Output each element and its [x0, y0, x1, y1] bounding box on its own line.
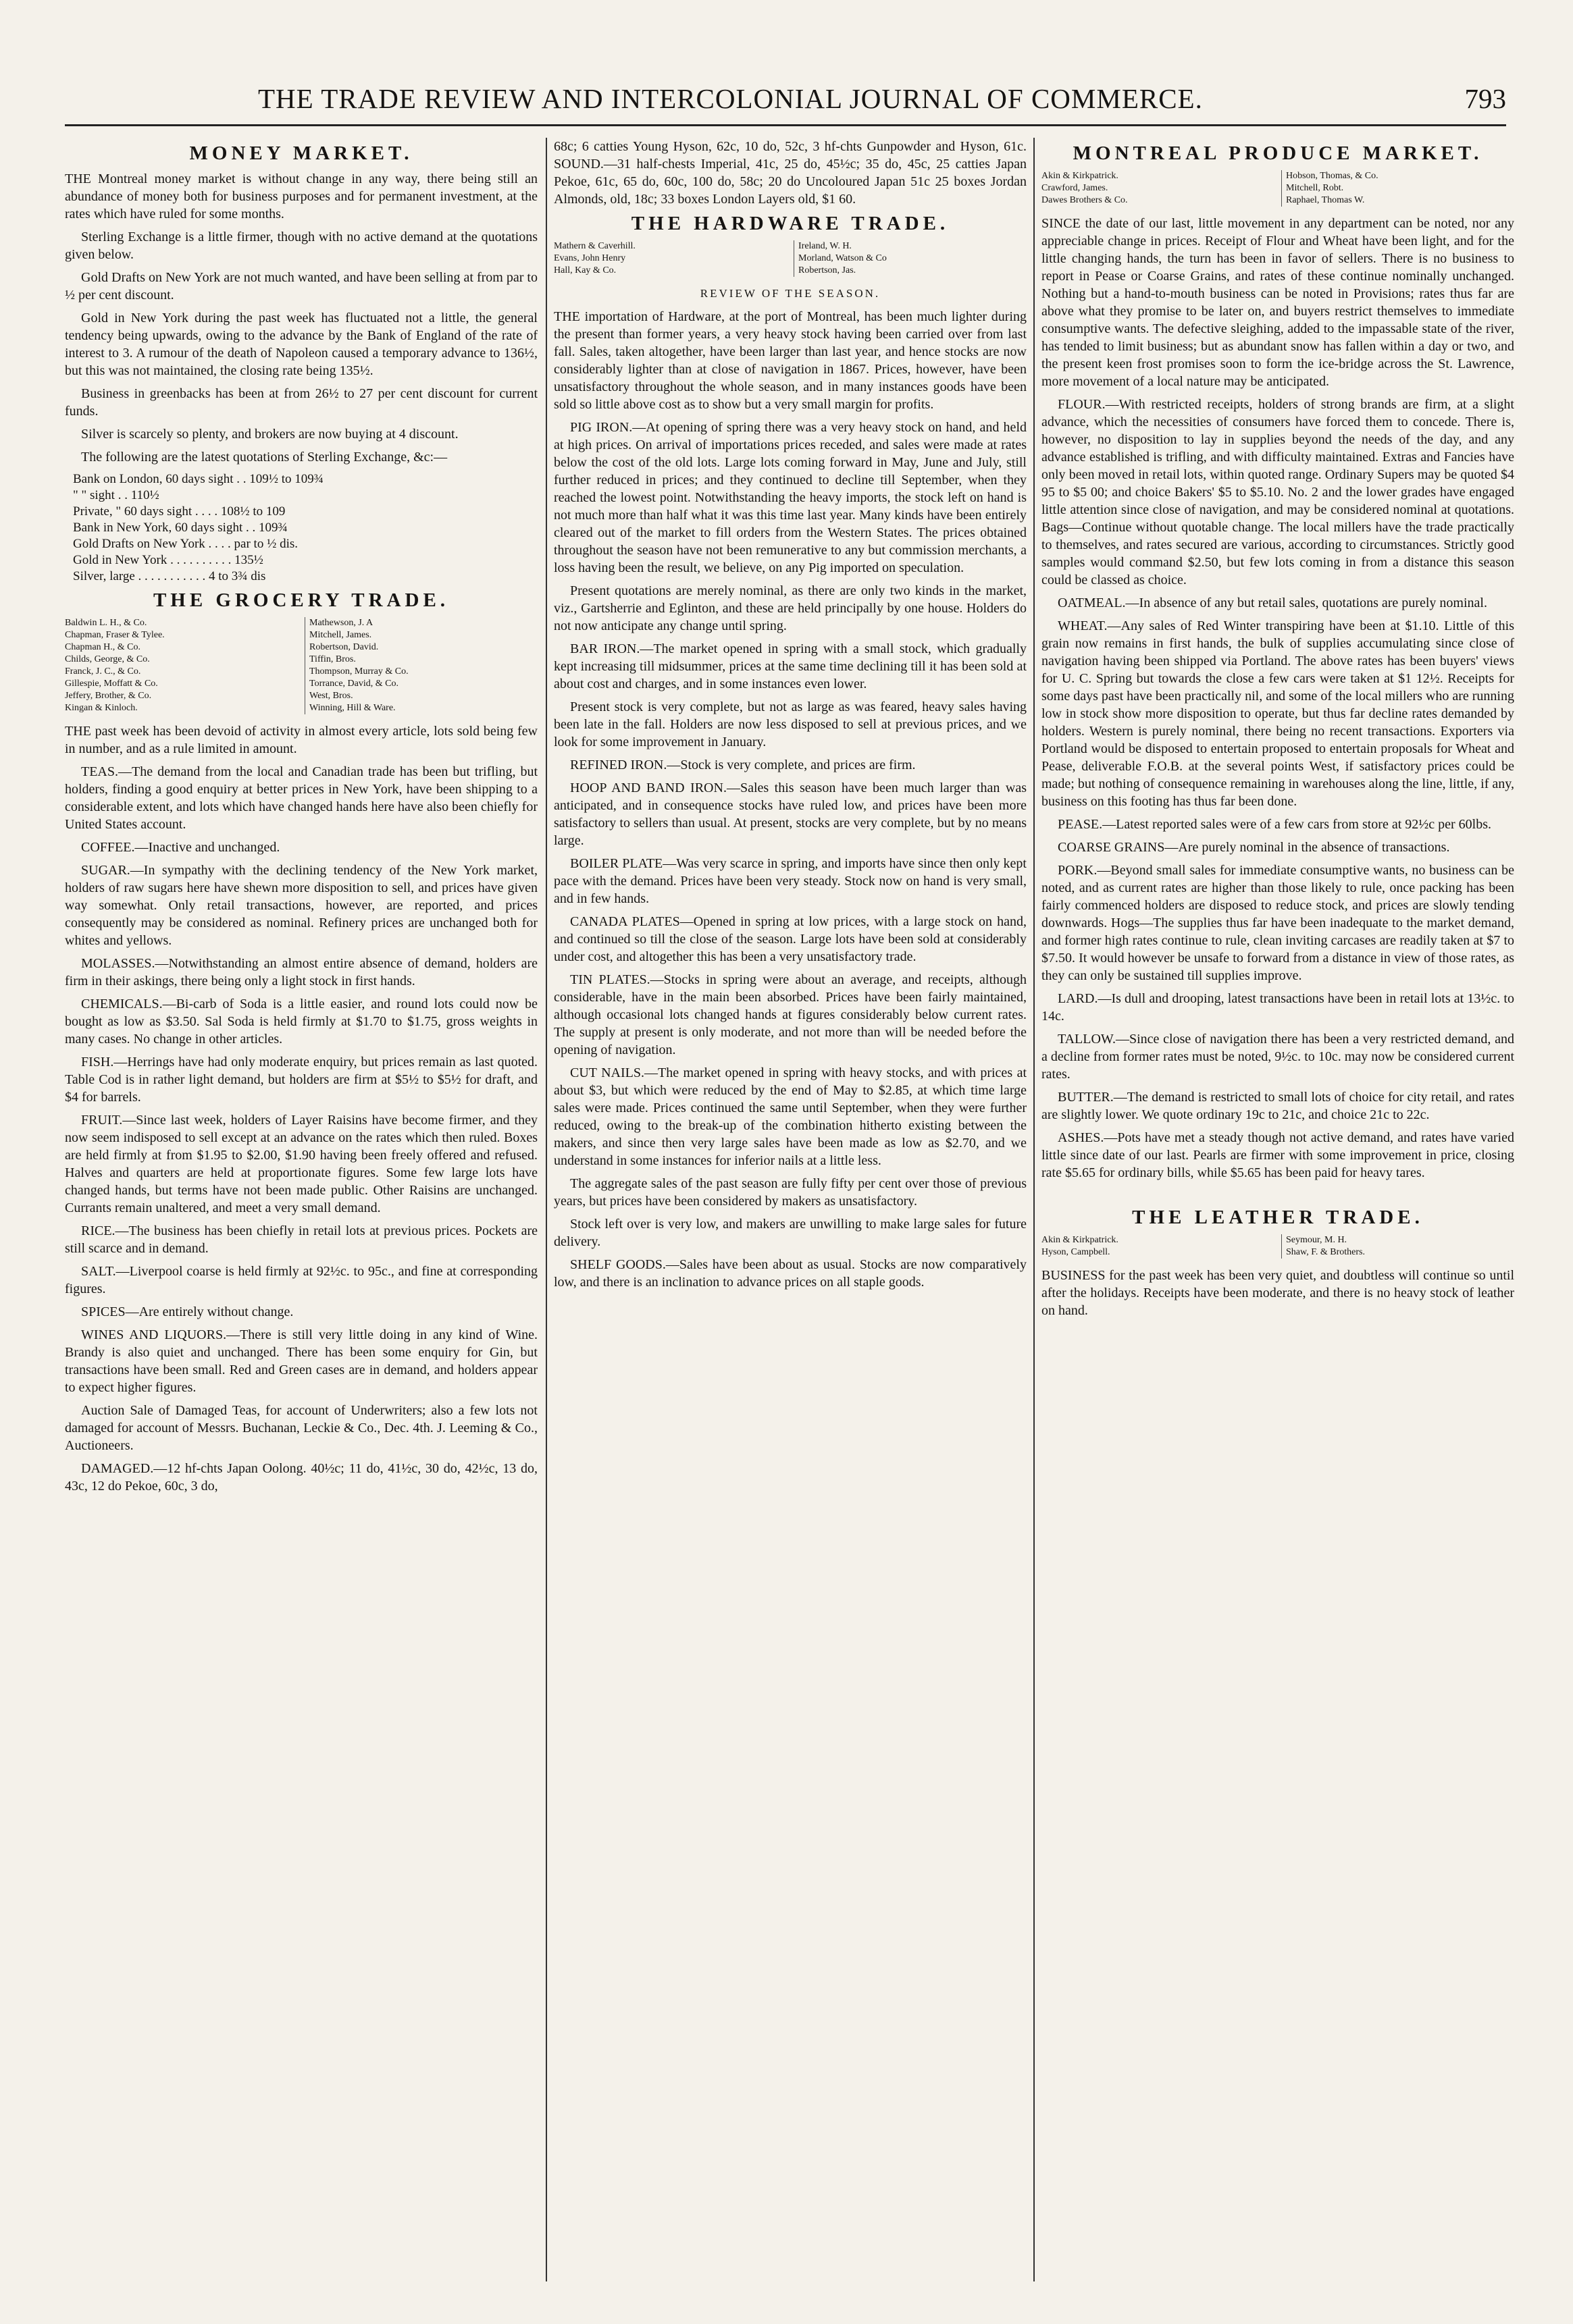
hardware-paragraph: Present quotations are merely nominal, as there are only two kinds in the market, viz., Gartsherrie and Eglinton, and these are held principally by one house. Holders do not now anticipate any change until spring. — [554, 583, 1027, 633]
grocery-paragraph: DAMAGED.—12 hf-chts Japan Oolong. 40½c; 11 do, 41½c, 30 do, 42½c, 13 do, 43c, 12 do Pekoe, 60c, 3 do, — [65, 1461, 538, 1494]
running-head — [65, 82, 1506, 126]
produce-paragraph: PORK.—Beyond small sales for immediate consumptive wants, no business can be noted, and as current rates are higher than those likely to rule, once packing has been fairly commenced holders are disposed to reduce stock, and prices are slowly tending downwards. Hogs—The supplies thus far have been inadequate to the market demand, and former high rates continue to rule, clean inviting carcases are readily taken at $7 to $7.50. It would however be unsafe to forward from a distance in view of those rates, as they can only be sustained till supplies improve. — [1041, 863, 1514, 983]
directory-entry: Hyson, Campbell. — [1041, 1247, 1110, 1257]
directory-entry: Hobson, Thomas, & Co. — [1281, 170, 1514, 182]
directory-entry: Chapman, Fraser & Tylee. — [65, 630, 165, 640]
column-middle — [554, 138, 1027, 2281]
produce-paragraph: BUTTER.—The demand is restricted to small lots of choice for city retail, and rates are slightly lower. We quote ordinary 19c to 21c, and choice 21c to 22c. — [1041, 1090, 1514, 1122]
directory-entry: Mathern & Caverhill. — [554, 241, 636, 251]
quotation-line: Silver, large . . . . . . . . . . . 4 to 3¾ dis — [73, 569, 266, 583]
grocery-heading: THE GROCERY TRADE. — [153, 589, 450, 611]
grocery-directory — [65, 617, 538, 714]
hardware-directory — [554, 240, 1027, 277]
hardware-paragraph: REFINED IRON.—Stock is very complete, and prices are firm. — [570, 758, 916, 772]
directory-entry: Mitchell, Robt. — [1281, 182, 1514, 194]
column-rule — [546, 138, 547, 2281]
hardware-paragraph: CANADA PLATES—Opened in spring at low prices, with a large stock on hand, and continued so till the close of the season. Large lots have been sold at considerably under cost, and altogether this has been a very unsatisfactory trade. — [554, 914, 1027, 964]
directory-entry: Gillespie, Moffatt & Co. — [65, 679, 158, 689]
directory-entry: Chapman H., & Co. — [65, 642, 140, 652]
quotation-line: Bank on London, 60 days sight . . 109½ to 109¾ — [73, 472, 324, 486]
directory-entry: Shaw, F. & Brothers. — [1281, 1246, 1514, 1259]
hardware-paragraph: HOOP AND BAND IRON.—Sales this season have been much larger than was anticipated, and in consequence stocks have ruled low, and prices have been more satisfactory to sellers than usual. At present, stocks are very complete, but by no means large. — [554, 781, 1027, 848]
directory-entry: Torrance, David, & Co. — [305, 678, 538, 690]
directory-entry: Akin & Kirkpatrick. — [1041, 171, 1118, 181]
grocery-paragraph: THE past week has been devoid of activity in almost every article, lots sold being few in number, and as a rule limited in amount. — [65, 724, 538, 756]
produce-directory — [1041, 170, 1514, 207]
hardware-paragraph: TIN PLATES.—Stocks in spring were about an average, and receipts, although considerable, have in the main been absorbed. Prices have been fairly maintained, although occasional lots changed hands at figures considerably below current rates. The supply at present is only moderate, and not more than will be needed before the opening of navigation. — [554, 972, 1027, 1057]
directory-entry: Mitchell, James. — [305, 629, 538, 641]
directory-entry: Raphael, Thomas W. — [1281, 194, 1514, 207]
quotation-line: Bank in New York, 60 days sight . . 109¾ — [73, 521, 288, 535]
directory-entry: West, Bros. — [305, 690, 538, 702]
produce-paragraph: PEASE.—Latest reported sales were of a few cars from store at 92½c per 60lbs. — [1058, 817, 1492, 832]
grocery-paragraph: SPICES—Are entirely without change. — [81, 1304, 294, 1319]
grocery-paragraph: FRUIT.—Since last week, holders of Layer Raisins have become firmer, and they now seem indisposed to sell except at an advance on the rates which then ruled. Boxes are held firmly at from $1.95 to $2.00, $1.90 having been freely offered and refused. Halves and quarters are held at proportionate figures. Some few large lots have changed hands, but terms have not been made public. Other Raisins are unchanged. Currants remain unaltered, and meet a very small demand. — [65, 1113, 538, 1215]
leather-paragraph: BUSINESS for the past week has been very quiet, and doubtless will continue so until after the holidays. Receipts have been moderate, and there is no heavy stock of leather on hand. — [1041, 1268, 1514, 1318]
grocery-paragraph: SALT.—Liverpool coarse is held firmly at 92½c. to 95c., and fine at corresponding figures. — [65, 1264, 538, 1296]
directory-entry: Robertson, Jas. — [794, 265, 1027, 277]
quotation-line: " " sight . . 110½ — [73, 488, 159, 502]
hardware-paragraph: CUT NAILS.—The market opened in spring with heavy stocks, and with prices at about $3, but which were reduced by the end of May to $2.85, at which time large sales were made. Prices continued the same until September, when they were further reduced, owing to the break-up of the combination hitherto existing between the makers, and since then very large sales have been made as low as $2.70, and we understand in some instances for inferior nails at a little less. — [554, 1065, 1027, 1168]
produce-paragraph: LARD.—Is dull and drooping, latest transactions have been in retail lots at 13½c. to 14c. — [1041, 991, 1514, 1024]
hardware-paragraph: Stock left over is very low, and makers are unwilling to make large sales for future delivery. — [554, 1217, 1027, 1249]
quotation-line: Gold in New York . . . . . . . . . . 135½ — [73, 553, 263, 567]
journal-title: THE TRADE REVIEW AND INTERCOLONIAL JOURNAL OF COMMERCE. — [258, 83, 1203, 114]
directory-entry: Akin & Kirkpatrick. — [1041, 1235, 1118, 1245]
produce-paragraph: TALLOW.—Since close of navigation there has been a very restricted demand, and a decline from former rates must be noted, 9½c. to 10c. may now be considered current rates. — [1041, 1032, 1514, 1082]
money-paragraph: Silver is scarcely so plenty, and brokers are now buying at 4 discount. — [81, 427, 459, 442]
directory-entry: Robertson, David. — [305, 641, 538, 654]
directory-entry: Dawes Brothers & Co. — [1041, 195, 1128, 205]
money-paragraph: Gold in New York during the past week has fluctuated not a little, the general tendency being upwards, owing to the advance by the Bank of England of the rate of interest to 3. A rumour of the death of Napoleon caused a temporary advance to 136½, but this was not maintained, the closing rate being 135½. — [65, 311, 538, 378]
hardware-paragraph: BOILER PLATE—Was very scarce in spring, and imports have since then only kept pace with the demand. Prices have been very steady. Stock now on hand is very small, and in few hands. — [554, 856, 1027, 906]
directory-entry: Ireland, W. H. — [794, 240, 1027, 253]
produce-paragraph: COARSE GRAINS—Are purely nominal in the absence of transactions. — [1058, 840, 1450, 855]
money-paragraph: Sterling Exchange is a little firmer, though with no active demand at the quotations given below. — [65, 230, 538, 262]
produce-paragraph: FLOUR.—With restricted receipts, holders of strong brands are firm, at a slight advance, which the necessities of consumers have forced them to concede. There is, however, no disposition to lay in supplies beyond the needs of the day, and any advance established is trifling, and with difficulty maintained. Extras and Fancies have only been moved in retail lots, within quoted range. Ordinary Supers may be quoted $4 95 to $5 00; and choice Bakers' $5 to $5.10. No. 2 and the lower grades have engaged little attention since close of navigation, and may be considered nominal at quotations. Bags—Continue without quotable change. The local millers have the trade practically to themselves, and rates secured are various, according to circumstances. Strictly good samples would command $2.50, but few lots coming in from a distance this season could be classed as choice. — [1041, 397, 1514, 587]
grocery-paragraph: TEAS.—The demand from the local and Canadian trade has been but trifling, but holders, finding a good enquiry at better prices in New York, have been shipping to a considerable extent, and lots which have changed hands here have also been chiefly for United States account. — [65, 764, 538, 832]
directory-entry: Franck, J. C., & Co. — [65, 666, 141, 677]
money-paragraph: Business in greenbacks has been at from 26½ to 27 per cent discount for current funds. — [65, 386, 538, 419]
produce-paragraph: ASHES.—Pots have met a steady though not active demand, and rates have varied little since date of our last. Pearls are firmer with some improvement in price, closing rate $5.65 for ordinary bills, while $5.65 has been paid for heavy tares. — [1041, 1130, 1514, 1180]
produce-heading: MONTREAL PRODUCE MARKET. — [1073, 142, 1483, 164]
hardware-paragraph: The aggregate sales of the past season are fully fifty per cent over those of previous years, but prices have been considered by makers as unsatisfactory. — [554, 1176, 1027, 1209]
directory-entry: Kingan & Kinloch. — [65, 703, 138, 713]
directory-entry: Thompson, Murray & Co. — [305, 666, 538, 678]
quotation-line: Private, " 60 days sight . . . . 108½ to 109 — [73, 504, 286, 519]
grocery-paragraph: CHEMICALS.—Bi-carb of Soda is a little easier, and round lots could now be bought as low as $3.50. Sal Soda is held firmly at $1.70 to $1.75, gross weights in many cases. No change in other articles. — [65, 997, 538, 1047]
hardware-paragraph: BAR IRON.—The market opened in spring with a small stock, which gradually kept increasing till midsummer, prices at the same time declining till it has been sold at about cost and charges, and in some instances even lower. — [554, 641, 1027, 691]
grocery-paragraph: MOLASSES.—Notwithstanding an almost entire absence of demand, holders are firm in their askings, there being only a light stock in first hands. — [65, 956, 538, 988]
produce-paragraph: OATMEAL.—In absence of any but retail sales, quotations are purely nominal. — [1058, 596, 1487, 610]
money-paragraph: Gold Drafts on New York are not much wanted, and have been selling at from par to ½ per cent discount. — [65, 270, 538, 302]
directory-entry: Winning, Hill & Ware. — [305, 702, 538, 714]
grocery-paragraph: FISH.—Herrings have had only moderate enquiry, but prices remain as last quoted. Table Cod is in rather light demand, but holders are firm at $5½ to $5½ for draft, and $4 for barrels. — [65, 1055, 538, 1105]
page-number: 793 — [1464, 83, 1506, 114]
hardware-paragraph: THE importation of Hardware, at the port of Montreal, has been much lighter during the present than former years, a very heavy stock having been carried over from last fall. Sales, taken altogether, have been larger than last year, and hence stocks are now considerably lighter than at close of navigation in 1867. Prices, however, have been unsatisfactory throughout the whole season, and in many instances goods have been sold so little above cost as to show but a very small margin for profits. — [554, 309, 1027, 412]
column-left — [65, 138, 538, 2281]
column-rule — [1033, 138, 1035, 2281]
money-paragraph: THE Montreal money market is without change in any way, there being still an abundance of money both for business purposes and for permanent investment, at the rates which have ruled for some months. — [65, 171, 538, 221]
money-paragraph: The following are the latest quotations of Sterling Exchange, &c:— — [81, 450, 448, 465]
hardware-heading: THE HARDWARE TRADE. — [631, 213, 950, 234]
hardware-paragraph: SHELF GOODS.—Sales have been about as usual. Stocks are now comparatively low, and there is an inclination to advance prices on all staple goods. — [554, 1257, 1027, 1290]
leather-heading: THE LEATHER TRADE. — [1132, 1207, 1424, 1228]
grocery-paragraph: SUGAR.—In sympathy with the declining tendency of the New York market, holders of raw sugars here have shewn more disposition to sell, and prices have given way somewhat. Only retail transactions, however, are reported, and prices consequently may be considered as nominal. Refinery prices are unchanged both for whites and yellows. — [65, 863, 538, 948]
directory-entry: Morland, Watson & Co — [794, 253, 1027, 265]
directory-entry: Childs, George, & Co. — [65, 654, 150, 664]
grocery-paragraph: COFFEE.—Inactive and unchanged. — [81, 840, 280, 855]
directory-entry: Baldwin L. H., & Co. — [65, 618, 147, 628]
leather-directory — [1041, 1234, 1514, 1259]
directory-entry: Hall, Kay & Co. — [554, 265, 617, 275]
directory-entry: Seymour, M. H. — [1281, 1234, 1514, 1246]
hardware-paragraph: PIG IRON.—At opening of spring there was a very heavy stock on hand, and held at high prices. On arrival of importations prices receded, and sales were made at rates below the cost of the old lots. Large lots coming forward in May, June and July, still further reduced in prices; and they continued to decline till September, when they reached the lowest point. Notwithstanding the heavy imports, the stock left on hand is not much more than half what it was this time last year. Many kinds have been entirely cleared out of the market to fill orders from the Western States. The prices obtained throughout the season have not been remunerative to any but commission merchants, a loss having been the result, we believe, on any Pig imported on speculation. — [554, 420, 1027, 575]
review-subheading: REVIEW OF THE SEASON. — [700, 287, 881, 300]
produce-paragraph: SINCE the date of our last, little movement in any department can be noted, nor any appreciable change in prices. Receipt of Flour and Wheat have been light, and for the little changing hands, the turn has been in favor of sellers. There is no business to report in Pease or Coarse Grains, and rates of these continue nominally unchanged. Nothing but a hand-to-mouth business can be noted in Provisions; rates thus far are above what they promise to be later on, and buyers restrict themselves to immediate consumptive wants. The defective sleighing, added to the impassable state of the river, has tended to limit business; but as abundant snow has fallen within a day or two, and the present keen frost promises soon to form the ice-bridge across the St. Lawrence, more movement of a local nature may be anticipated. — [1041, 216, 1514, 389]
column-right — [1041, 138, 1514, 2281]
grocery-paragraph: WINES AND LIQUORS.—There is still very little doing in any kind of Wine. Brandy is also quiet and unchanged. There has been some enquiry for Gin, but transactions have been small. Red and Green cases are in demand, and holders appear to expect higher figures. — [65, 1327, 538, 1395]
directory-entry: Evans, John Henry — [554, 253, 626, 263]
directory-entry: Jeffery, Brother, & Co. — [65, 691, 152, 701]
grocery-paragraph: Auction Sale of Damaged Teas, for account of Underwriters; also a few lots not damaged for account of Messrs. Buchanan, Leckie & Co., Dec. 4th. J. Leeming & Co., Auctioneers. — [65, 1403, 538, 1453]
money-market-heading: MONEY MARKET. — [189, 142, 413, 164]
hardware-paragraph: Present stock is very complete, but not as large as was feared, heavy sales having been late in the fall. Holders are now less disposed to sell at previous prices, and we look for some improvement in January. — [554, 699, 1027, 749]
produce-paragraph: WHEAT.—Any sales of Red Winter transpiring have been at $1.10. Little of this grain now remains in first hands, the bulk of supplies accumulating since close of navigation having been shipped via Portland. The above rates has been buyers' views for U. C. Spring but towards the close a few cars were taken at $1 12½. Receipts for some days past have been practically nil, and some of the local millers who are running low in stock show more disposition to operate, but thus far decline rates demanded by holders. Western is purely nominal, there being no recent transactions. Exporters via Portland would be disposed to entertain proposed to entertain proposals for Wheat and Pease, deliverable F.O.B. at the several points West, if satisfactory prices could be made; but nothing of consequence remaining in warehouses along the line, little, if any, business on this footing has thus far been done. — [1041, 618, 1514, 809]
exchange-quotations — [73, 471, 538, 585]
directory-entry: Crawford, James. — [1041, 183, 1108, 193]
grocery-continuation: 68c; 6 catties Young Hyson, 62c, 10 do, 52c, 3 hf-chts Gunpowder and Hyson, 61c. SOUND.—31 half-chests Imperial, 41c, 25 do, 45½c; 35 do, 45c, 25 catties Japan Pekoe, 61c, 65 do, 60c, 100 do, 58c; 20 do Uncoloured Japan 51c 25 boxes Jordan Almonds, old, 18c; 33 boxes London Layers old, $1 60. — [554, 139, 1027, 207]
directory-entry: Mathewson, J. A — [305, 617, 538, 629]
directory-entry: Tiffin, Bros. — [305, 654, 538, 666]
grocery-paragraph: RICE.—The business has been chiefly in retail lots at previous prices. Pockets are still scarce and in demand. — [65, 1223, 538, 1256]
quotation-line: Gold Drafts on New York . . . . par to ½ dis. — [73, 537, 299, 551]
